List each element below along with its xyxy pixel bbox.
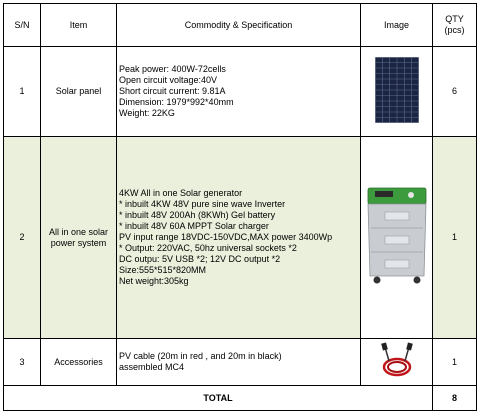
row-image xyxy=(361,339,433,386)
spec-line: Short circuit current: 9.81A xyxy=(119,86,226,96)
spec-line: 4KW All in one Solar generator xyxy=(119,188,243,198)
spec-line: Peak power: 400W-72cells xyxy=(119,64,226,74)
pv-cable-icon xyxy=(377,341,417,381)
spec-line: Open circuit voltage:40V xyxy=(119,75,218,85)
spec-line: * inbuilt 48V 60A MPPT Solar charger xyxy=(119,221,269,231)
header-spec: Commodity & Specification xyxy=(117,4,361,47)
table-row xyxy=(4,137,477,339)
row-sn: 3 xyxy=(4,339,41,386)
total-label: TOTAL xyxy=(4,386,433,411)
row-item: All in one solar power system xyxy=(41,137,117,339)
spec-line: * inbuilt 4KW 48V pure sine wave Inverter xyxy=(119,199,286,209)
header-item: Item xyxy=(41,4,117,47)
header-image: Image xyxy=(361,4,433,47)
spec-line: Dimension: 1979*992*40mm xyxy=(119,97,234,107)
spec-line: Net weight:305kg xyxy=(119,276,189,286)
spec-line: PV cable (20m in red , and 20m in black) xyxy=(119,351,282,361)
spec-line: Size:555*515*820MM xyxy=(119,265,207,275)
row-spec xyxy=(117,339,361,386)
spec-line: * Output: 220VAC, 50hz universal sockets *2 xyxy=(119,243,297,253)
header-row xyxy=(4,4,477,47)
row-sn: 1 xyxy=(4,47,41,137)
row-qty: 6 xyxy=(433,47,477,137)
total-qty: 8 xyxy=(433,386,477,411)
row-qty: 1 xyxy=(433,137,477,339)
row-image xyxy=(361,47,433,137)
row-sn: 2 xyxy=(4,137,41,339)
total-row xyxy=(4,386,477,411)
solar-generator-icon xyxy=(363,184,431,288)
row-item: Accessories xyxy=(41,339,117,386)
header-qty-line2: (pcs) xyxy=(444,25,465,35)
solar-panel-icon xyxy=(375,57,419,123)
spec-line: DC outpu: 5V USB *2; 12V DC output *2 xyxy=(119,254,281,264)
spec-line: PV input range 18VDC-150VDC,MAX power 3400Wp xyxy=(119,232,333,242)
row-image xyxy=(361,137,433,339)
table-row xyxy=(4,47,477,137)
row-qty: 1 xyxy=(433,339,477,386)
header-qty-line1: QTY xyxy=(445,14,464,24)
spec-line: * inbuilt 48V 200Ah (8KWh) Gel battery xyxy=(119,210,276,220)
table-row xyxy=(4,339,477,386)
row-spec xyxy=(117,137,361,339)
product-table xyxy=(3,3,477,411)
row-spec xyxy=(117,47,361,137)
row-item: Solar panel xyxy=(41,47,117,137)
header-sn: S/N xyxy=(4,4,41,47)
spec-line: assembled MC4 xyxy=(119,362,185,372)
header-qty xyxy=(433,4,477,47)
spec-line: Weight: 22KG xyxy=(119,108,175,118)
